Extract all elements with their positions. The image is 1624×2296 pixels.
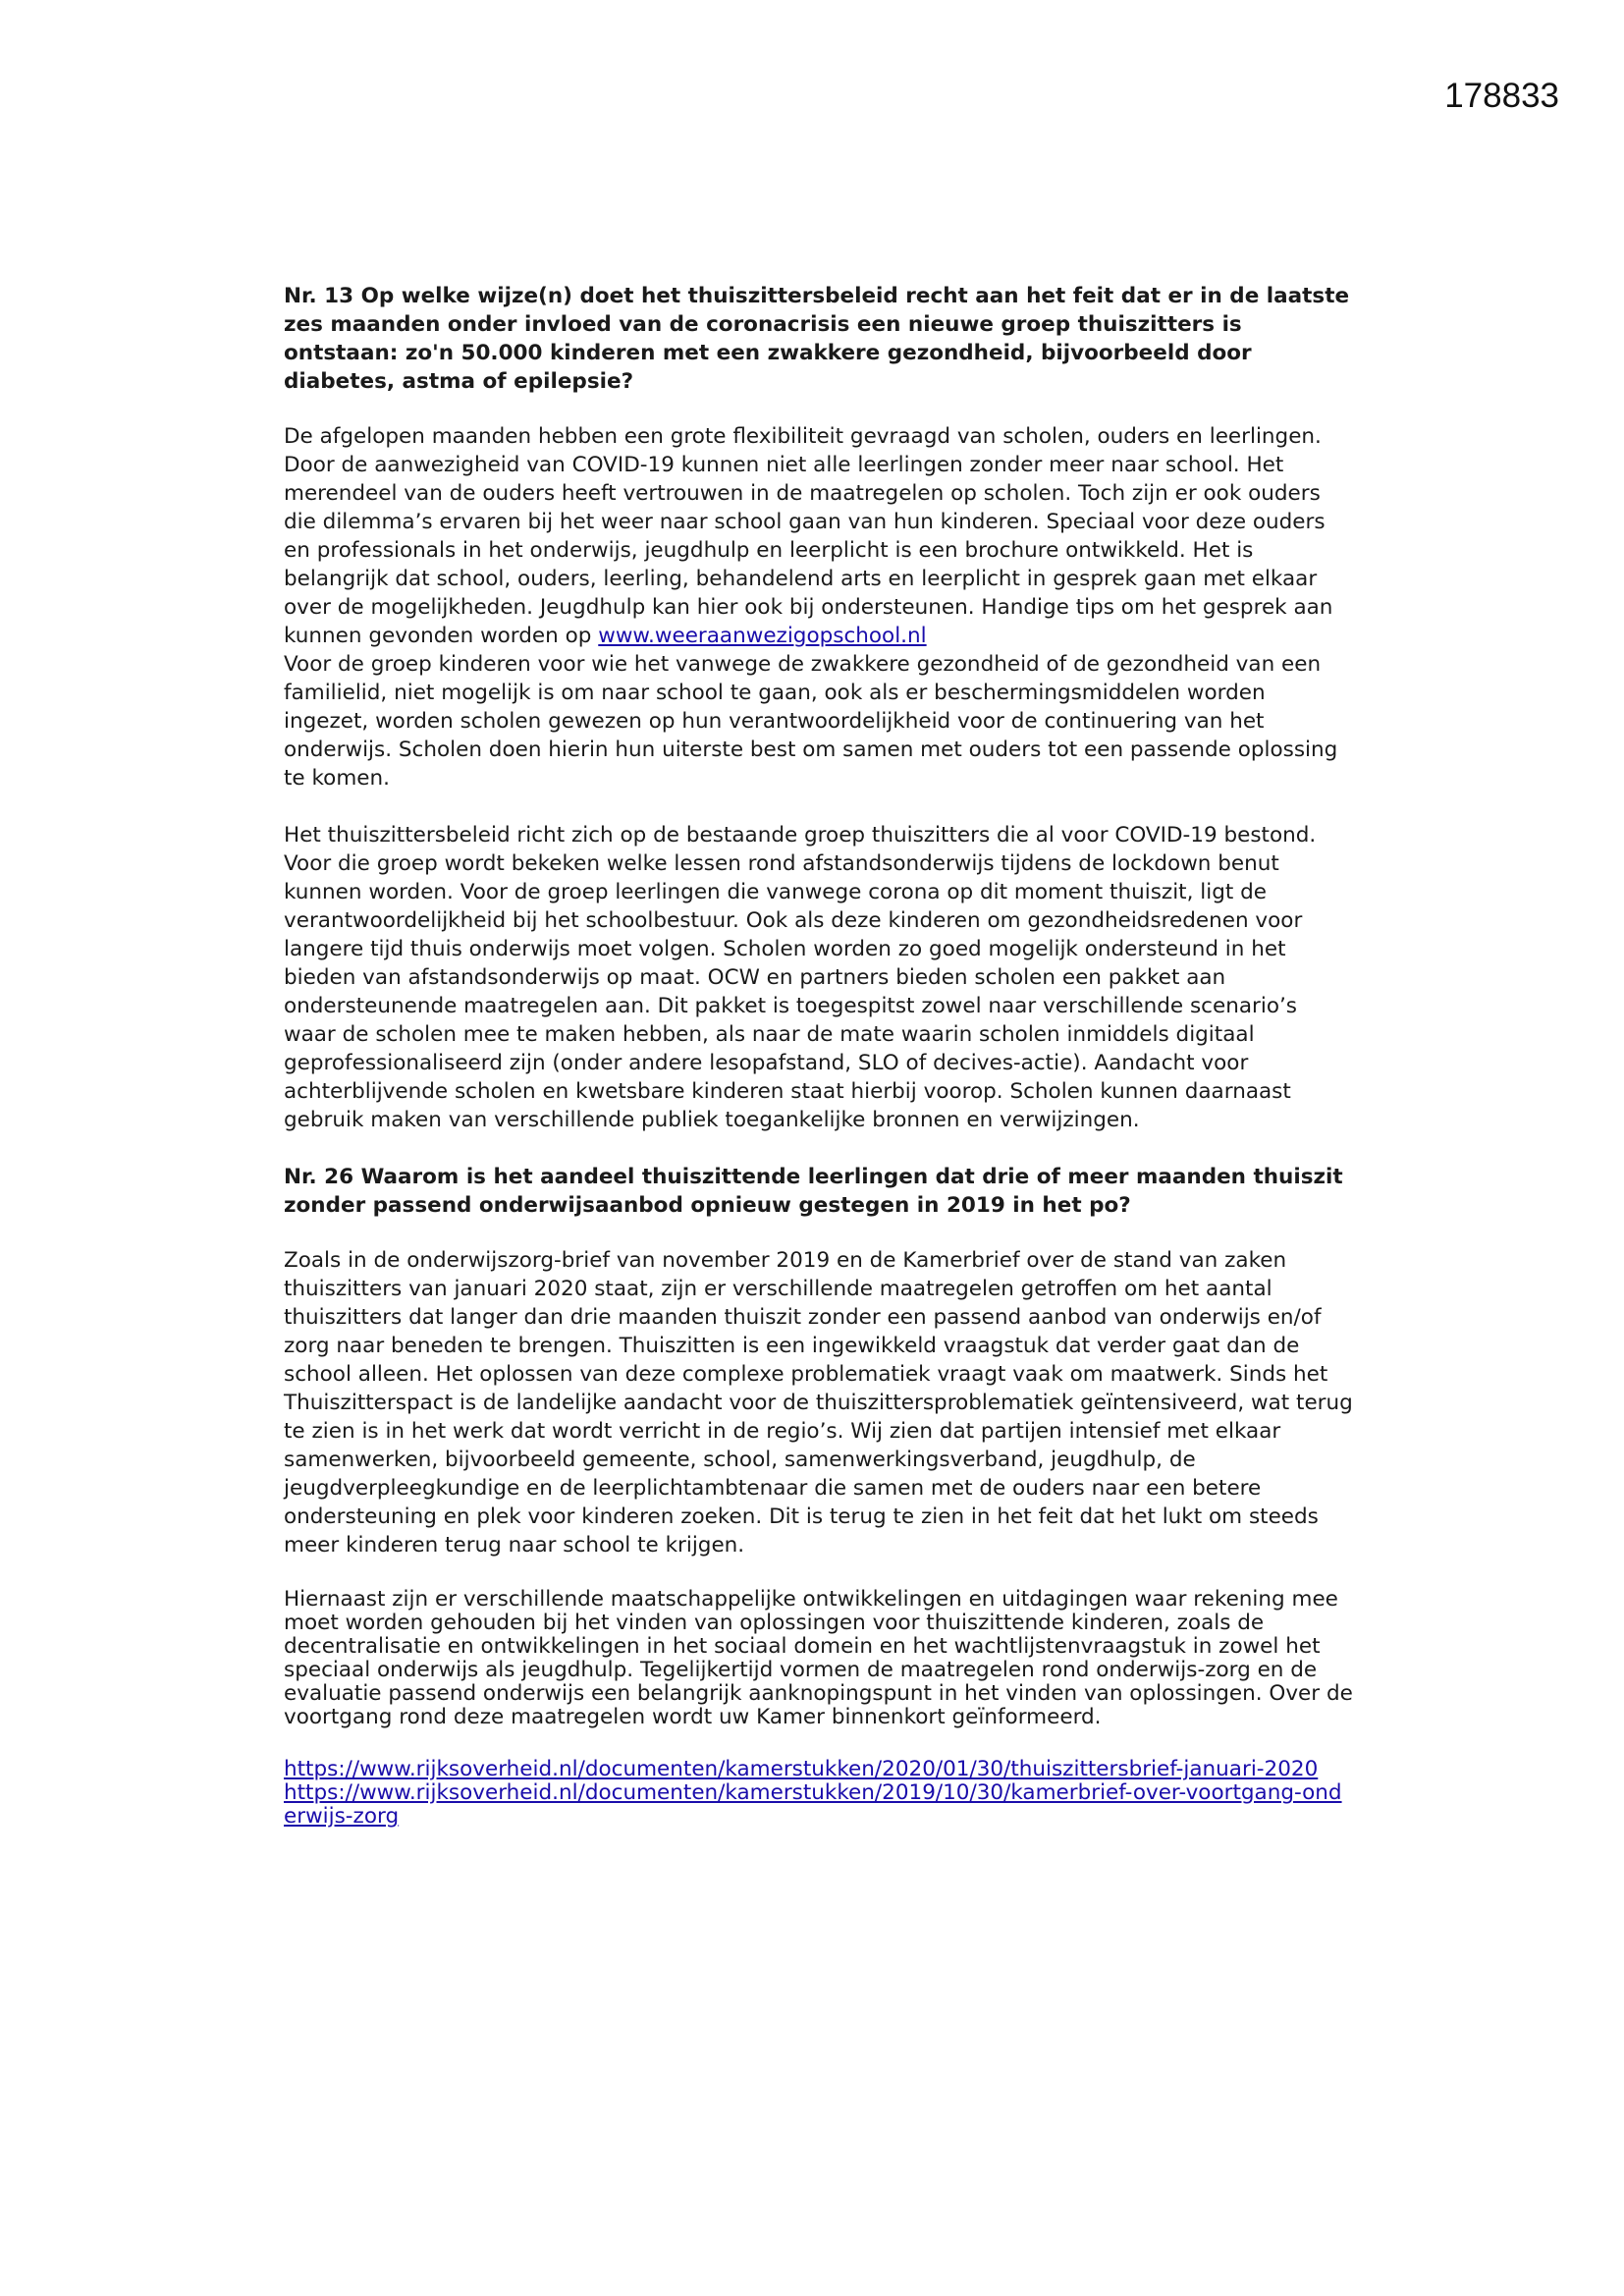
- answer-13-paragraph-3: Het thuiszittersbeleid richt zich op de bestaande groep thuiszitters die al voor COVID-19 bestond. Voor die groep wordt bekeken welke lessen rond afstandsonderwijs tijdens de lockdown benut kunnen worden. Voor de groep leerlingen die vanwege corona op dit moment thuiszit, ligt de verantwoordelijkheid bij het schoolbestuur. Ook als deze kinderen om gezondheidsredenen voor langere tijd thuis onderwijs moet volgen. Scholen worden zo goed mogelijk ondersteund in het bieden van afstandsonderwijs op maat. OCW en partners bieden scholen een pakket aan ondersteunende maatregelen aan. Dit pakket is toegespitst zowel naar verschillende scenario’s waar de scholen mee te maken hebben, als naar de mate waarin scholen inmiddels digitaal geprofessionaliseerd zijn (onder andere lesopafstand, SLO of decives-actie). Aandacht voor achterblijvende scholen en kwetsbare kinderen staat hierbij voorop. Scholen kunnen daarnaast gebruik maken van verschillende publiek toegankelijke bronnen en verwijzingen.: [284, 823, 1317, 1132]
- answer-26-paragraph-1: Zoals in de onderwijszorg-brief van november 2019 en de Kamerbrief over de stand van zaken thuiszitters van januari 2020 staat, zijn er verschillende maatregelen getroffen om het aantal thuiszitters dat langer dan drie maanden thuiszit zonder een passend aanbod van onderwijs en/of zorg naar beneden te brengen. Thuiszitten is een ingewikkeld vraagstuk dat verder gaat dan de school alleen. Het oplossen van deze complexe problematiek vraagt vaak om maatwerk. Sinds het Thuiszitterspact is de landelijke aandacht voor de thuiszittersproblematiek geïntensiveerd, wat terug te zien is in het werk dat wordt verricht in de regio’s. Wij zien dat partijen intensief met elkaar samenwerken, bijvoorbeeld gemeente, school, samenwerkingsverband, jeugdhulp, de jeugdverpleegkundige en de leerplichtambtenaar die samen met de ouders naar een betere ondersteuning en plek voor kinderen zoeken. Dit is terug te zien in het feit dat het lukt om steeds meer kinderen terug naar school te krijgen.: [284, 1248, 1353, 1558]
- document-number: 178833: [1444, 77, 1559, 115]
- document-body: [284, 282, 1354, 1829]
- weeraanwezigopschool-link[interactable]: www.weeraanwezigopschool.nl: [598, 624, 927, 648]
- reference-link-kamerbrief-voortgang[interactable]: https://www.rijksoverheid.nl/documenten/kamerstukken/2019/10/30/kamerbrief-over-voortgang-onderwijs-zorg: [284, 1780, 1342, 1829]
- references: [284, 1758, 1354, 1829]
- answer-13-paragraph-1: [284, 422, 1354, 650]
- answer-26-paragraph-2: Hiernaast zijn er verschillende maatschappelijke ontwikkelingen en uitdagingen waar rekening mee moet worden gehouden bij het vinden van oplossingen voor thuiszittende kinderen, zoals de decentralisatie en ontwikkelingen in het sociaal domein en het wachtlijstenvraagstuk in zowel het speciaal onderwijs als jeugdhulp. Tegelijkertijd vormen de maatregelen rond onderwijs-zorg en de evaluatie passend onderwijs een belangrijk aanknopingspunt in het vinden van oplossingen. Over de voortgang rond deze maatregelen wordt uw Kamer binnenkort geïnformeerd.: [284, 1587, 1353, 1729]
- question-26: Nr. 26 Waarom is het aandeel thuiszittende leerlingen dat drie of meer maanden thuiszit zonder passend onderwijsaanbod opnieuw gestegen in 2019 in het po?: [284, 1165, 1343, 1218]
- answer-13-paragraph-2: Voor de groep kinderen voor wie het vanwege de zwakkere gezondheid of de gezondheid van een familielid, niet mogelijk is om naar school te gaan, ook als er beschermingsmiddelen worden ingezet, worden scholen gewezen op hun verantwoordelijkheid voor de continuering van het onderwijs. Scholen doen hierin hun uiterste best om samen met ouders tot een passende oplossing te komen.: [284, 652, 1338, 791]
- answer-13-paragraph-1-text: De afgelopen maanden hebben een grote flexibiliteit gevraagd van scholen, ouders en leerlingen. Door de aanwezigheid van COVID-19 kunnen niet alle leerlingen zonder meer naar school. Het merendeel van de ouders heeft vertrouwen in de maatregelen op scholen. Toch zijn er ook ouders die dilemma’s ervaren bij het weer naar school gaan van hun kinderen. Speciaal voor deze ouders en professionals in het onderwijs, jeugdhulp en leerplicht is een brochure ontwikkeld. Het is belangrijk dat school, ouders, leerling, behandelend arts en leerplicht in gesprek gaan met elkaar over de mogelijkheden. Jeugdhulp kan hier ook bij ondersteunen. Handige tips om het gesprek aan kunnen gevonden worden op: [284, 424, 1333, 648]
- question-13: Nr. 13 Op welke wijze(n) doet het thuiszittersbeleid recht aan het feit dat er in de laatste zes maanden onder invloed van de coronacrisis een nieuwe groep thuiszitters is ontstaan: zo'n 50.000 kinderen met een zwakkere gezondheid, bijvoorbeeld door diabetes, astma of epilepsie?: [284, 284, 1350, 394]
- reference-link-thuiszittersbrief[interactable]: https://www.rijksoverheid.nl/documenten/kamerstukken/2020/01/30/thuiszittersbrief-januari-2020: [284, 1757, 1319, 1781]
